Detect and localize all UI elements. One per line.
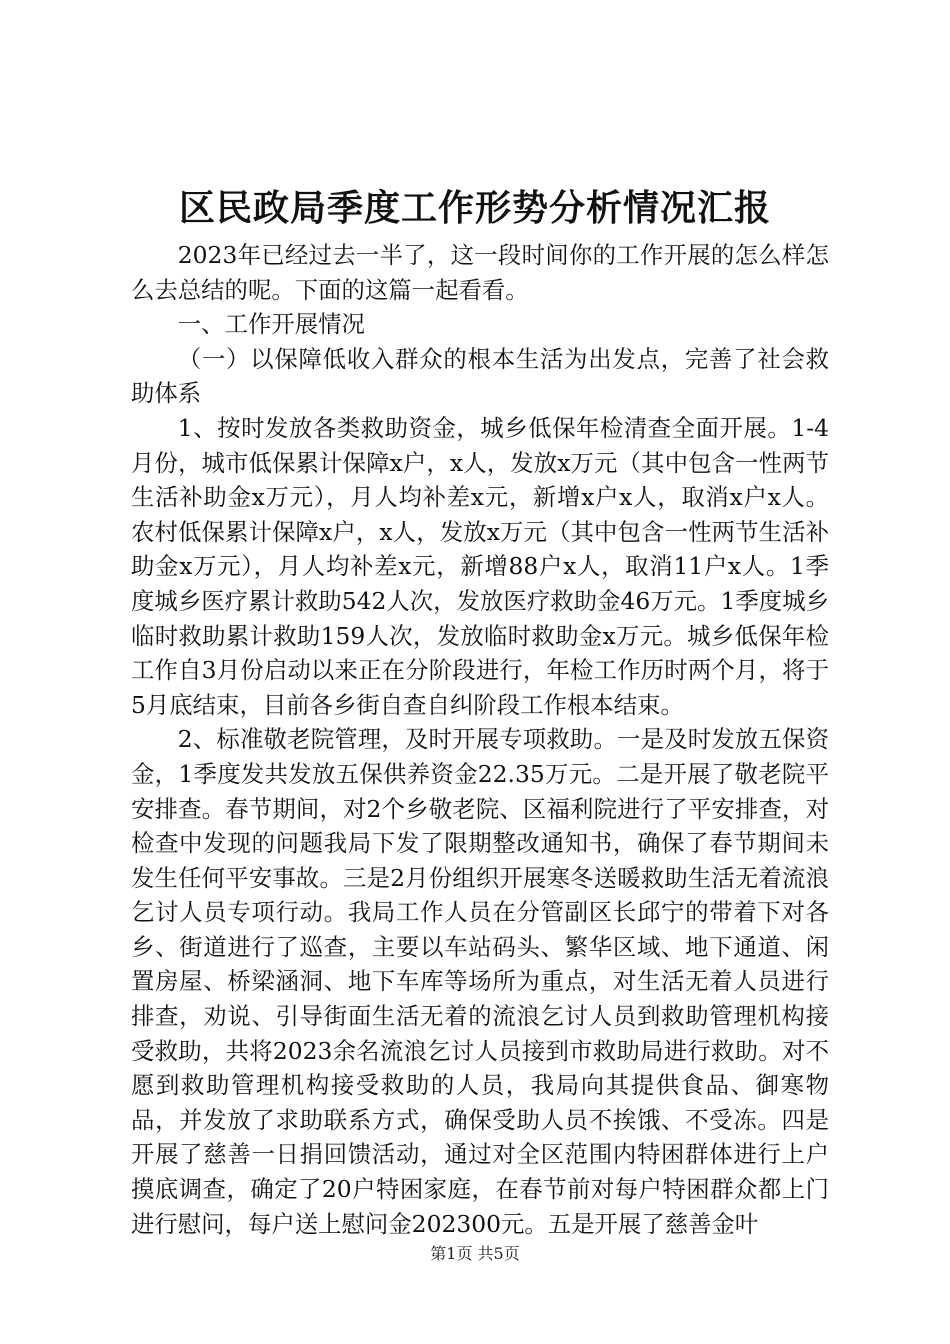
- document-body: [131, 238, 829, 1241]
- body-paragraph-2: 2、标准敬老院管理，及时开展专项救助。一是及时发放五保资金，1季度发共发放五保供养资金22.35万元。二是开展了敬老院平安排查。春节期间，对2个乡敬老院、区福利院进行了平安排查，对检查中发现的问题我局下发了限期整改通知书，确保了春节期间未发生任何平安事故。三是2月份组织开展寒冬送暖救助生活无着流浪乞讨人员专项行动。我局工作人员在分管副区长邱宁的带着下对各乡、街道进行了巡查，主要以车站码头、繁华区域、地下通道、闲置房屋、桥梁涵洞、地下车库等场所为重点，对生活无着人员进行排查，劝说、引导街面生活无着的流浪乞讨人员到救助管理机构接受救助，共将2023余名流浪乞讨人员接到市救助局进行救助。对不愿到救助管理机构接受救助的人员，我局向其提供食品、御寒物品，并发放了求助联系方式，确保受助人员不挨饿、不受冻。四是开展了慈善一日捐回馈活动，通过对全区范围内特困群体进行上户摸底调查，确定了20户特困家庭，在春节前对每户特困群众都上门进行慰问，每户送上慰问金202300元。五是开展了慈善金叶: [131, 725, 829, 1238]
- subsection-heading: （一）以保障低收入群众的根本生活为出发点，完善了社会救助体系: [131, 344, 829, 408]
- page-number-footer: 第1页 共5页: [430, 1244, 520, 1263]
- section-heading: 一、工作开展情况: [177, 310, 365, 339]
- document-title: 区民政局季度工作形势分析情况汇报: [178, 187, 771, 229]
- intro-paragraph: 2023年已经过去一半了，这一段时间你的工作开展的怎么样怎么去总结的呢。下面的这篇一起看看。: [131, 241, 829, 304]
- body-paragraph-1: 1、按时发放各类救助资金，城乡低保年检清查全面开展。1-4月份，城市低保累计保障x户，x人，发放x万元（其中包含一性两节生活补助金x万元），月人均补差x元，新增x户x人，取消x户x人。农村低保累计保障x户，x人，发放x万元（其中包含一性两节生活补助金x万元），月人均补差x元，新增88户x人，取消11户x人。1季度城乡医疗累计救助542人次，发放医疗救助金46万元。1季度城乡临时救助累计救助159人次，发放临时救助金x万元。城乡低保年检工作自3月份启动以来正在分阶段进行，年检工作历时两个月，将于5月底结束，目前各乡街自查自纠阶段工作根本结束。: [131, 413, 829, 719]
